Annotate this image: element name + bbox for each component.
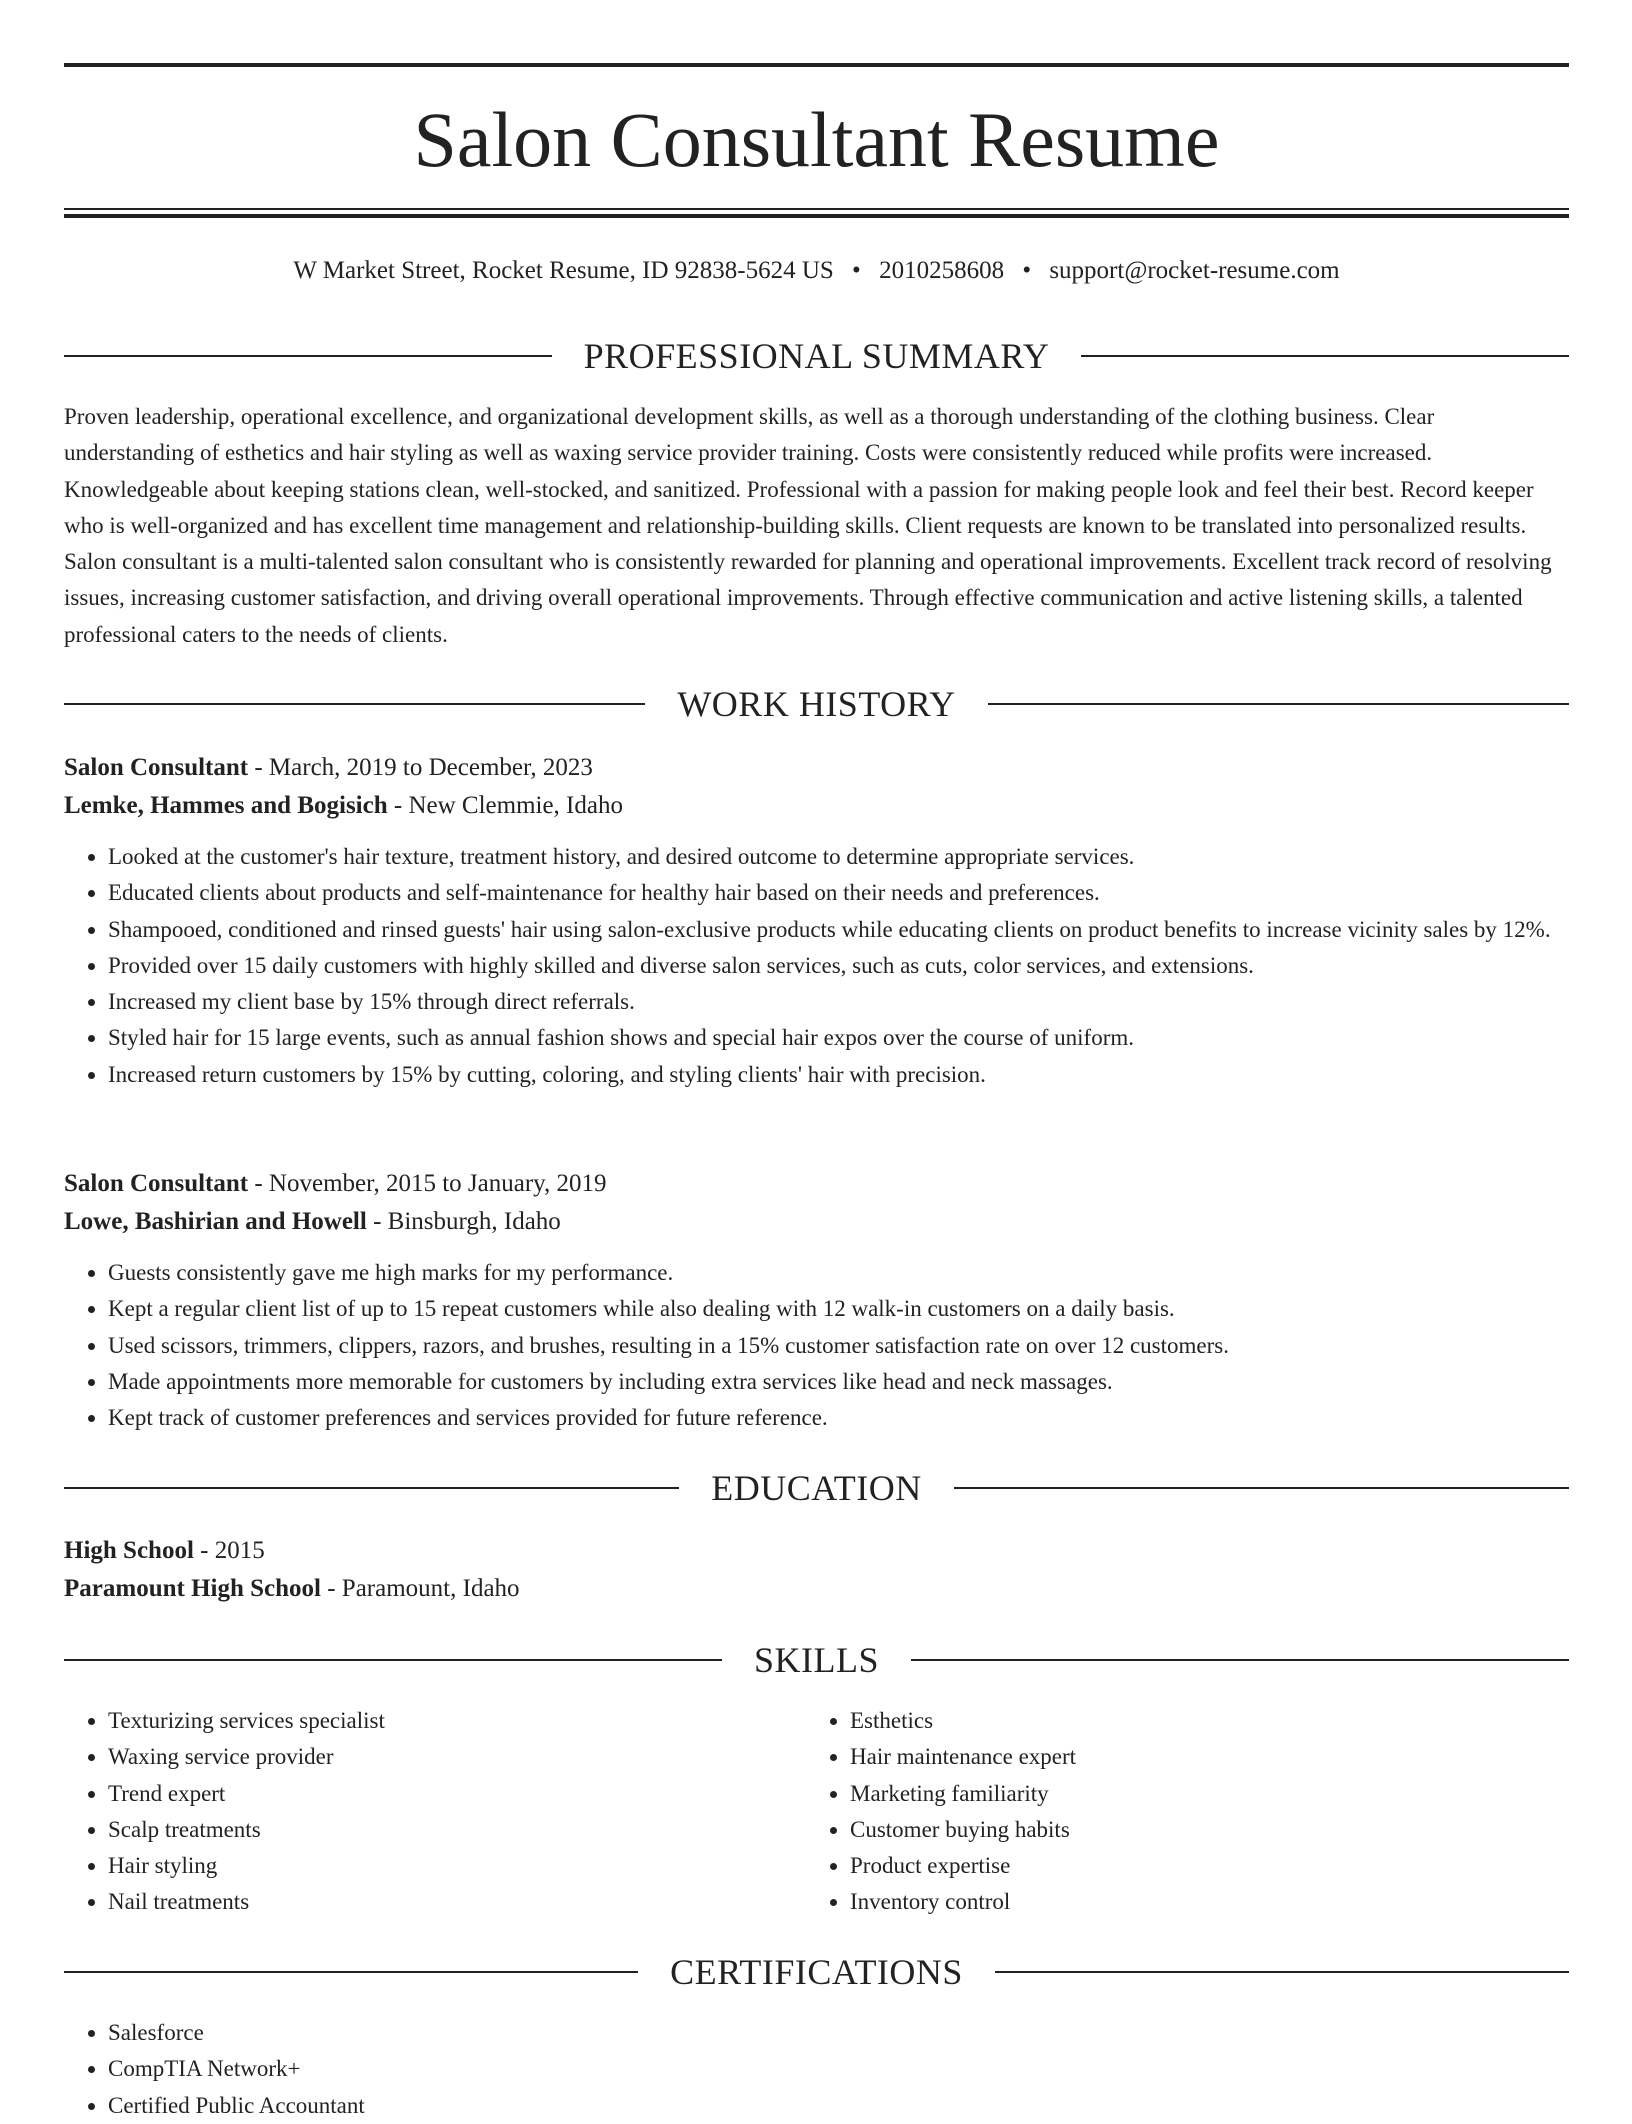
education-school: Paramount High School <box>64 1575 321 1602</box>
education-year: - 2015 <box>193 1537 265 1564</box>
job-company: Lemke, Hammes and Bogisich <box>64 792 388 819</box>
heading-rule-right <box>995 1971 1569 1973</box>
section-heading-label: WORK HISTORY <box>677 684 956 724</box>
list-item: • Nail treatments <box>108 1884 806 1920</box>
section-heading-label: SKILLS <box>754 1640 880 1680</box>
list-item: • Educated clients about products and self-maintenance for healthy hair based on their needs and preferences. <box>108 875 1569 911</box>
list-item: • Salesforce <box>108 2015 1569 2051</box>
job-company: Lowe, Bashirian and Howell <box>64 1208 367 1235</box>
list-item: • Trend expert <box>108 1776 806 1812</box>
job-location: - Binsburgh, Idaho <box>366 1208 561 1235</box>
list-item: • Provided over 15 daily customers with highly skilled and diverse salon services, such as cuts, color services, and extensions. <box>108 948 1569 984</box>
list-item: • Scalp treatments <box>108 1812 806 1848</box>
contact-address: W Market Street, Rocket Resume, ID 92838-5624 US <box>293 257 834 284</box>
job-entry <box>64 1165 1569 1436</box>
list-item: • Guests consistently gave me high marks for my performance. <box>108 1255 1569 1291</box>
job-company-line <box>64 1203 1569 1241</box>
section-heading-label: CERTIFICATIONS <box>670 1952 963 1992</box>
list-item: • Used scissors, trimmers, clippers, razors, and brushes, resulting in a 15% customer satisfaction rate on over 12 customers. <box>108 1328 1569 1364</box>
list-item: • Increased my client base by 15% through direct referrals. <box>108 984 1569 1020</box>
list-item: • Hair styling <box>108 1848 806 1884</box>
job-dates: - November, 2015 to January, 2019 <box>248 1170 607 1197</box>
section-heading-label: PROFESSIONAL SUMMARY <box>583 336 1050 376</box>
job-location: - New Clemmie, Idaho <box>387 792 623 819</box>
list-item: • Customer buying habits <box>850 1812 1548 1848</box>
list-item: • Increased return customers by 15% by cutting, coloring, and styling clients' hair with precision. <box>108 1057 1569 1093</box>
list-item: • Esthetics <box>850 1703 1548 1739</box>
heading-rule-right <box>1081 355 1569 357</box>
summary-paragraph: Proven leadership, operational excellence, and organizational development skills, as well as a thorough understanding of the clothing business. Clear understanding of esthetics and hair styling as well as waxing service provider training. Costs were consistently reduced while profits were increased. Knowledgeable about keeping stations clean, well-stocked, and sanitized. Professional with a passion for making people look and feel their best. Record keeper who is well-organized and has excellent time management and relationship-building skills. Client requests are known to be translated into personalized results. Salon consultant is a multi-talented salon consultant who is consistently rewarded for planning and operational improvements. Excellent track record of resolving issues, increasing customer satisfaction, and driving overall operational improvements. Through effective communication and active listening skills, a talented professional caters to the needs of clients. <box>64 404 1552 647</box>
skills-bullets <box>806 1703 1548 1921</box>
header-double-rule-thick <box>64 214 1569 218</box>
section-heading-skills <box>64 1638 1569 1682</box>
contact-separator: • <box>1022 257 1032 284</box>
job-title: Salon Consultant <box>64 754 249 781</box>
heading-rule-left <box>64 1487 679 1489</box>
resume-title: Salon Consultant Resume <box>413 96 1220 183</box>
skills-list <box>64 1703 1569 1921</box>
education-location: - Paramount, Idaho <box>320 1575 520 1602</box>
list-item: • Waxing service provider <box>108 1739 806 1775</box>
job-title: Salon Consultant <box>64 1170 249 1197</box>
heading-rule-right <box>954 1487 1569 1489</box>
list-item: • Certified Public Accountant <box>108 2088 1569 2124</box>
list-item: • CompTIA Network+ <box>108 2051 1569 2087</box>
list-item: • Inventory control <box>850 1884 1548 1920</box>
certifications-bullets <box>64 2015 1569 2124</box>
section-heading-work-history <box>64 682 1569 726</box>
job-entry <box>64 749 1569 1093</box>
education-degree-line <box>64 1532 1569 1570</box>
job-bullets <box>64 1255 1569 1436</box>
section-heading-education <box>64 1466 1569 1510</box>
section-heading-summary <box>64 334 1569 378</box>
section-heading-label: EDUCATION <box>711 1468 922 1508</box>
list-item: • Shampooed, conditioned and rinsed guests' hair using salon-exclusive products while educating clients on product benefits to increase vicinity sales by 12%. <box>108 912 1569 948</box>
contact-phone: 2010258608 <box>879 257 1005 284</box>
section-heading-certifications <box>64 1950 1569 1994</box>
contact-line <box>64 253 1569 289</box>
list-item: • Marketing familiarity <box>850 1776 1548 1812</box>
certifications-list <box>64 2015 1569 2124</box>
heading-rule-left <box>64 1659 722 1661</box>
list-item: • Product expertise <box>850 1848 1548 1884</box>
skills-column-left <box>64 1703 806 1921</box>
job-company-line <box>64 787 1569 825</box>
job-bullets <box>64 839 1569 1093</box>
list-item: • Looked at the customer's hair texture, treatment history, and desired outcome to determine appropriate services. <box>108 839 1569 875</box>
job-title-line <box>64 749 1569 787</box>
contact-separator: • <box>852 257 861 284</box>
skills-column-right <box>806 1703 1548 1921</box>
list-item: • Made appointments more memorable for customers by including extra services like head and neck massages. <box>108 1364 1569 1400</box>
list-item: • Styled hair for 15 large events, such as annual fashion shows and special hair expos over the course of uniform. <box>108 1020 1569 1056</box>
list-item: • Kept track of customer preferences and services provided for future reference. <box>108 1400 1569 1436</box>
list-item: • Kept a regular client list of up to 15 repeat customers while also dealing with 12 walk-in customers on a daily basis. <box>108 1291 1569 1327</box>
header-double-rule-thin <box>64 208 1569 210</box>
education-entry <box>64 1532 1569 1608</box>
skills-bullets <box>64 1703 806 1921</box>
heading-rule-right <box>988 703 1569 705</box>
heading-rule-left <box>64 1971 638 1973</box>
list-item: • Texturizing services specialist <box>108 1703 806 1739</box>
job-title-line <box>64 1165 1569 1203</box>
heading-rule-right <box>911 1659 1569 1661</box>
list-item: • Hair maintenance expert <box>850 1739 1548 1775</box>
contact-email: support@rocket-resume.com <box>1049 257 1340 284</box>
job-dates: - March, 2019 to December, 2023 <box>248 754 593 781</box>
header-top-rule <box>64 63 1569 67</box>
education-degree: High School <box>64 1537 194 1564</box>
education-school-line <box>64 1570 1569 1608</box>
heading-rule-left <box>64 703 645 705</box>
heading-rule-left <box>64 355 552 357</box>
